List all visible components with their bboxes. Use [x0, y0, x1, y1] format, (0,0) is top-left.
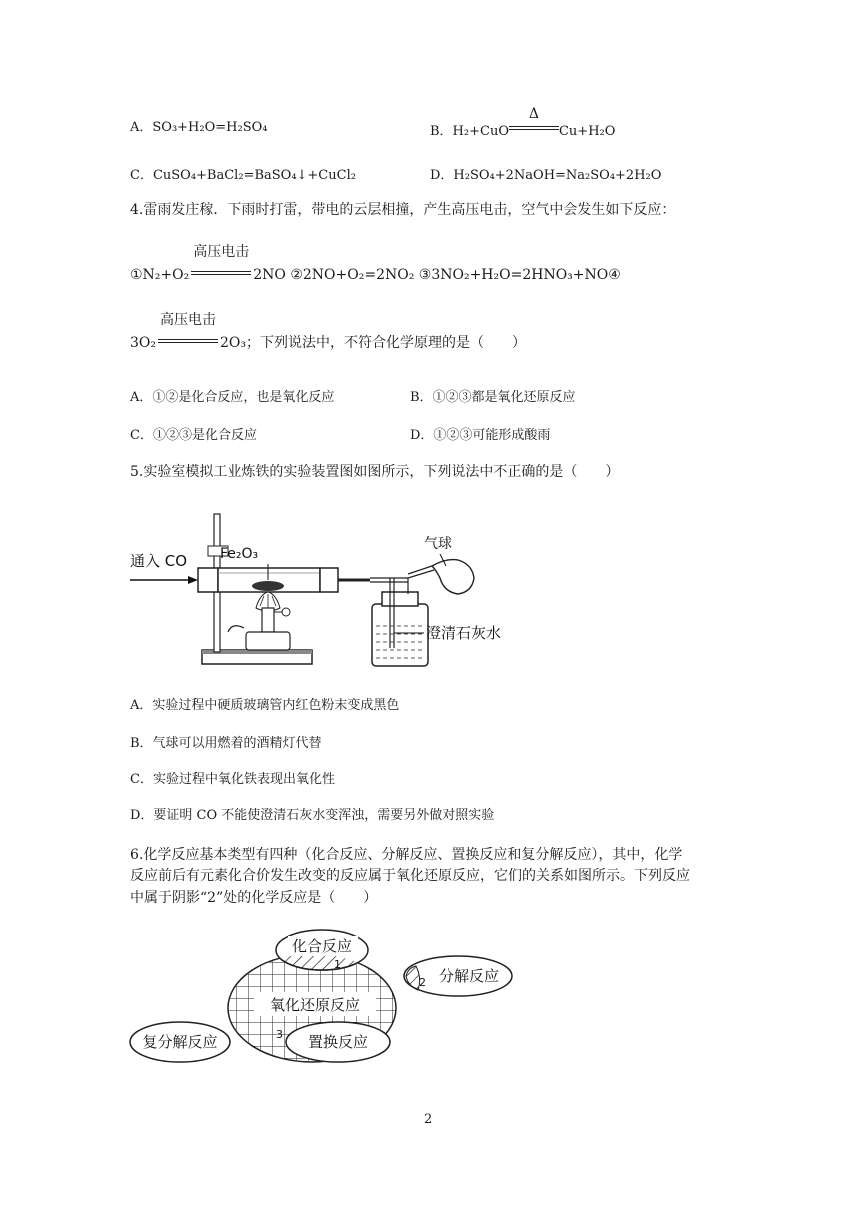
q4-r4-left: 3O₂ — [130, 335, 156, 351]
q4-reaction-4-line — [130, 312, 526, 352]
q4-option-b: B．①②③都是氧化还原反应 — [410, 390, 576, 405]
condition-label: 高压电击 — [160, 312, 216, 328]
q4-option-a: A．①②是化合反应，也是氧化反应 — [130, 390, 335, 405]
q5-stem: 5.实验室模拟工业炼铁的实验装置图如图所示，下列说法中不正确的是（ ） — [130, 464, 620, 480]
high-voltage-arrow — [158, 312, 218, 349]
q6-stem-line-1: 6.化学反应基本类型有四种（化合反应、分解反应、置换反应和复分解反应），其中，化学 — [130, 847, 683, 863]
q4-r2: ②2NO+O₂=2NO₂ — [290, 267, 415, 283]
page-number: 2 — [424, 1112, 433, 1127]
q3-option-b-left: B．H₂+CuO — [430, 124, 509, 139]
displacement-label: 置换反应 — [307, 1033, 369, 1051]
heat-condition-arrow — [509, 106, 559, 137]
q4-option-c: C．①②③是化合反应 — [130, 428, 257, 443]
region-3-label: 3 — [276, 1028, 283, 1041]
q3-option-d: D．H₂SO₄+2NaOH=Na₂SO₄+2H₂O — [430, 168, 662, 183]
q4-stem: 4.雷雨发庄稼．下雨时打雷，带电的云层相撞，产生高压电击，空气中会发生如下反应： — [130, 202, 676, 218]
redox-label: 氧化还原反应 — [269, 996, 361, 1014]
region-1-label: 1 — [334, 958, 341, 971]
high-voltage-arrow — [191, 244, 251, 281]
q3-option-c: C．CuSO₄+BaCl₂=BaSO₄↓+CuCl₂ — [130, 168, 356, 183]
condition-label: 高压电击 — [193, 244, 250, 260]
q3-option-b-right: Cu+H₂O — [558, 124, 616, 139]
q4-r4-right: 2O₃；下列说法中，不符合化学原理的是（ ） — [220, 335, 526, 351]
q4-r1-right: 2NO — [253, 267, 286, 283]
q4-r1-left: ①N₂+O₂ — [130, 267, 190, 283]
balloon-label: 气球 — [424, 536, 452, 552]
double-displacement-label: 复分解反应 — [142, 1033, 218, 1051]
q3-option-a: A．SO₃+H₂O=H₂SO₄ — [130, 120, 268, 135]
fe2o3-label: Fe₂O₃ — [220, 546, 259, 562]
q4-option-d: D．①②③可能形成酸雨 — [410, 428, 551, 443]
q4-r4-num: ④ — [608, 267, 621, 283]
q4-r3: ③3NO₂+H₂O=2HNO₃+NO — [418, 267, 609, 283]
q5-option-d: D．要证明 CO 不能使澄清石灰水变浑浊，需要另外做对照实验 — [130, 808, 495, 823]
limewater-label: 澄清石灰水 — [426, 624, 502, 642]
q5-option-b: B．气球可以用燃着的酒精灯代替 — [130, 736, 322, 751]
combination-label: 化合反应 — [291, 937, 353, 955]
q6-stem-line-2: 反应前后有元素化合价发生改变的反应属于氧化还原反应，它们的关系如图所示。下列反应 — [130, 868, 690, 884]
iron-smelting-apparatus-figure — [128, 508, 502, 670]
q3-option-b — [430, 106, 616, 141]
q5-option-c: C．实验过程中氧化铁表现出氧化性 — [130, 772, 335, 787]
q4-reactions-line — [130, 244, 621, 284]
q6-stem-line-3: 中属于阴影“2”处的化学反应是（ ） — [130, 890, 378, 906]
region-2-label: 2 — [419, 976, 426, 989]
heat-symbol: Δ — [528, 106, 540, 122]
decomposition-label: 分解反应 — [438, 967, 500, 985]
q5-option-a: A．实验过程中硬质玻璃管内红色粉末变成黑色 — [130, 698, 400, 713]
co-inlet-label: 通入 CO — [130, 552, 188, 570]
reaction-types-venn-diagram — [128, 926, 524, 1078]
